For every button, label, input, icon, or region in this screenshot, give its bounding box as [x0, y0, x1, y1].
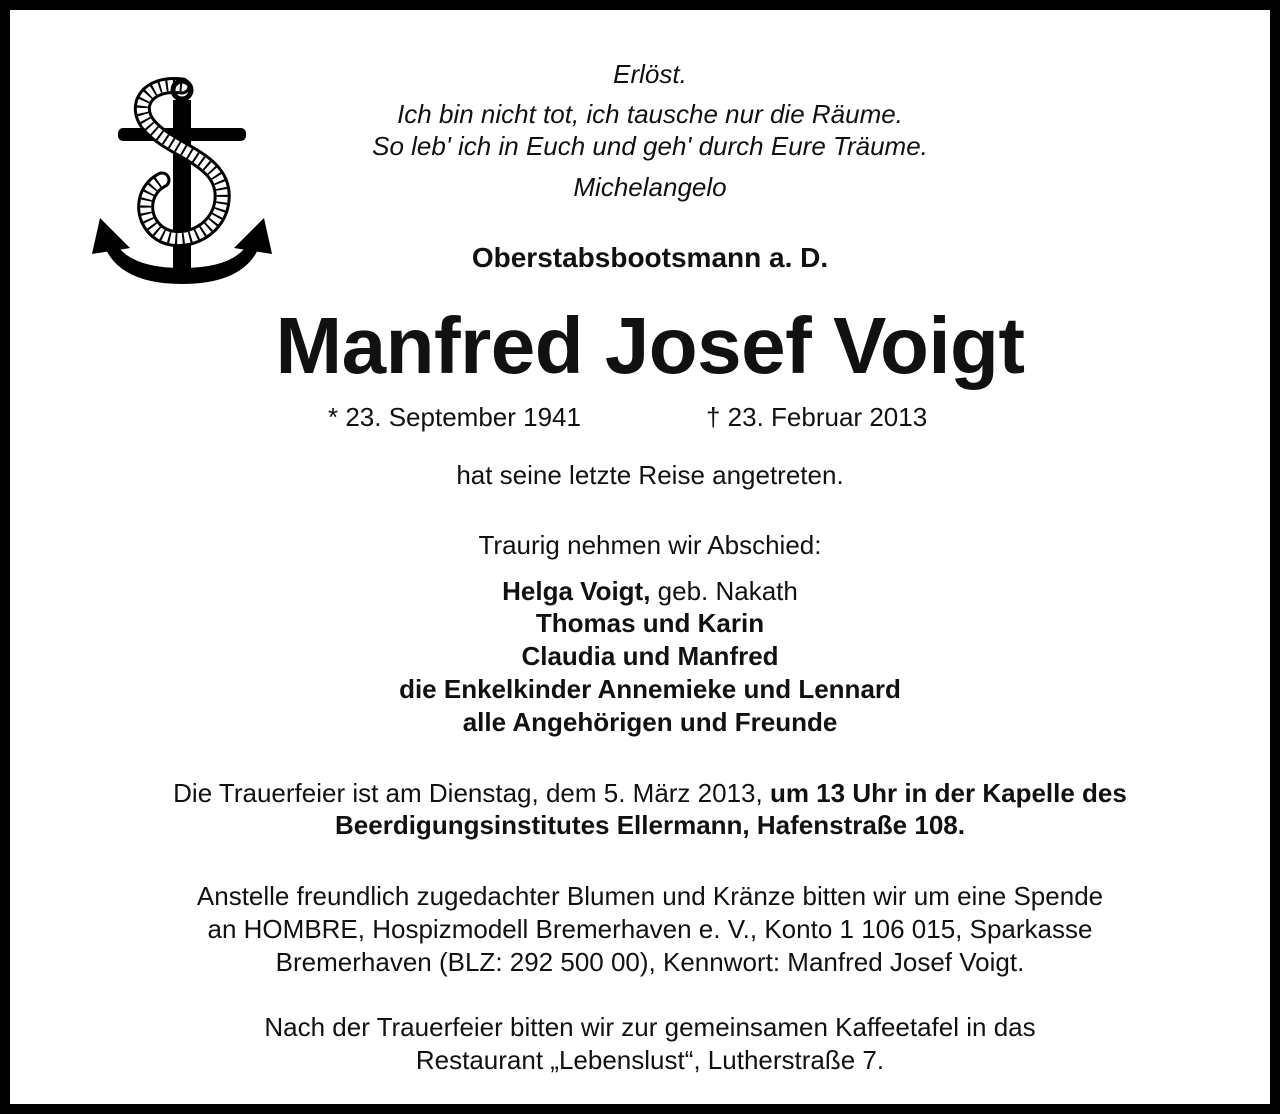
- widow-birth-name: geb. Nakath: [650, 576, 798, 606]
- donation-line-1: Anstelle freundlich zugedachter Blumen und Kränze bitten wir um eine Spende: [196, 881, 1104, 911]
- birth-date: * 23. September 1941: [328, 402, 581, 432]
- reception-line-2: Restaurant „Lebenslust“, Lutherstraße 7.: [415, 1045, 885, 1075]
- service-time-place: um 13 Uhr in der Kapelle des: [769, 778, 1127, 808]
- quote-line-1: Ich bin nicht tot, ich tausche nur die Räume.: [397, 99, 903, 129]
- death-date: † 23. Februar 2013: [706, 402, 928, 432]
- service-line-1: [10, 778, 1280, 809]
- mourner-line-4: die Enkelkinder Annemieke und Lennard: [399, 674, 901, 704]
- mourner-line-3: Claudia und Manfred: [521, 641, 779, 671]
- mourner-line-2: Thomas und Karin: [535, 608, 765, 638]
- last-voyage-text: hat seine letzte Reise angetreten.: [456, 460, 844, 490]
- service-date: Die Trauerfeier ist am Dienstag, dem 5. März 2013,: [173, 778, 770, 808]
- quote-lead: Erlöst.: [613, 59, 687, 89]
- donation-line-3: Bremerhaven (BLZ: 292 500 00), Kennwort: Manfred Josef Voigt.: [275, 947, 1025, 977]
- donation-line-2: an HOMBRE, Hospizmodell Bremerhaven e. V., Konto 1 106 015, Sparkasse: [207, 914, 1093, 944]
- reception-line-1: Nach der Trauerfeier bitten wir zur gemeinsamen Kaffeetafel in das: [264, 1012, 1036, 1042]
- quote-line-2: So leb' ich in Euch und geh' durch Eure Träume.: [372, 131, 928, 161]
- mourner-widow: [10, 575, 1280, 608]
- mourner-line-5: alle Angehörigen und Freunde: [462, 707, 838, 737]
- widow-name: Helga Voigt,: [502, 576, 651, 606]
- farewell-text: Traurig nehmen wir Abschied:: [478, 530, 822, 560]
- life-dates: [10, 402, 1280, 434]
- military-rank: Oberstabsbootsmann a. D.: [471, 242, 829, 273]
- deceased-name: Manfred Josef Voigt: [275, 301, 1025, 390]
- quote-author: Michelangelo: [573, 172, 727, 202]
- service-line-2: Beerdigungsinstitutes Ellermann, Hafenstraße 108.: [335, 810, 965, 840]
